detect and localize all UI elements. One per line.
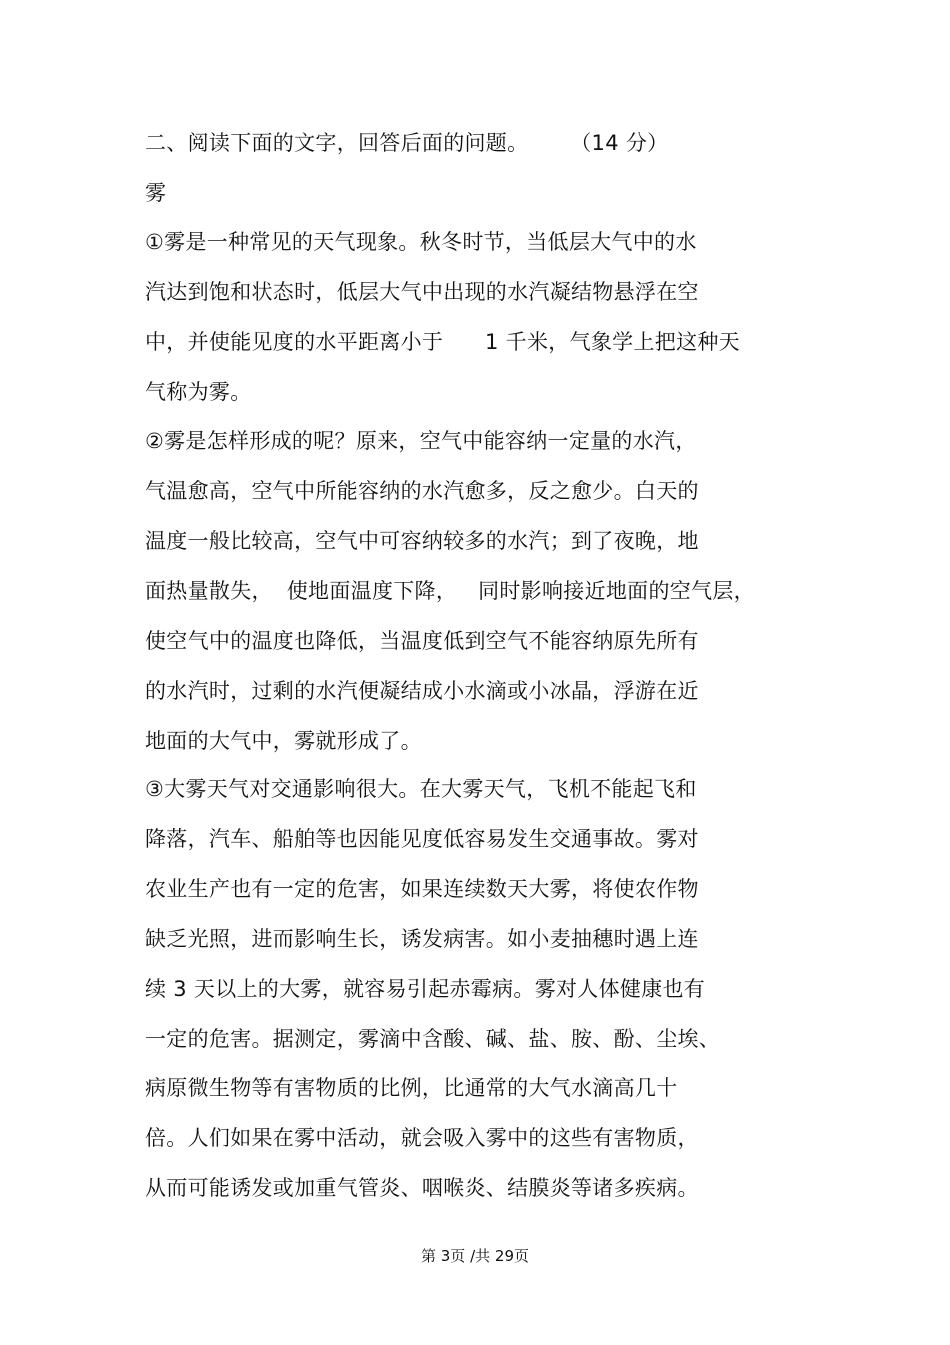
text-line: 地面的大气中，雾就形成了。 <box>145 729 422 753</box>
text-line: 倍。人们如果在雾中活动，就会吸入雾中的这些有害物质， <box>145 1126 699 1150</box>
page-number: 第 3页 /共 29页 <box>421 1247 529 1265</box>
text-line: 续 3 天以上的大雾，就容易引起赤霉病。雾对人体健康也有 <box>145 977 706 1001</box>
text-line: 汽达到饱和状态时，低层大气中出现的水汽凝结物悬浮在空 <box>145 280 699 304</box>
text-line: ③大雾天气对交通影响很大。在大雾天气，飞机不能起飞和 <box>145 777 697 801</box>
text-line: 从而可能诱发或加重气管炎、咽喉炎、结膜炎等诸多疾病。 <box>145 1176 699 1200</box>
text-line: 使空气中的温度也降低，当温度低到空气不能容纳原先所有 <box>145 629 699 653</box>
text-line: 一定的危害。据测定，雾滴中含酸、碱、盐、胺、酚、尘埃、 <box>145 1027 721 1051</box>
text-line: 缺乏光照，进而影响生长，诱发病害。如小麦抽穗时遇上连 <box>145 927 699 951</box>
text-line: 温度一般比较高，空气中可容纳较多的水汽；到了夜晚，地 <box>145 529 699 553</box>
text-line: ②雾是怎样形成的呢？原来，空气中能容纳一定量的水汽， <box>145 429 697 453</box>
text-line: 降落，汽车、船舶等也因能见度低容易发生交通事故。雾对 <box>145 827 699 851</box>
text-line: 中，并使能见度的水平距离小于 1 千米，气象学上把这种天 <box>145 330 740 354</box>
text-line: 农业生产也有一定的危害，如果连续数天大雾，将使农作物 <box>145 877 699 901</box>
text-line: 病原微生物等有害物质的比例，比通常的大气水滴高几十 <box>145 1076 678 1100</box>
text-line: 气称为雾。 <box>145 380 252 404</box>
section-heading: 二、阅读下面的文字，回答后面的问题。 （14 分） <box>145 131 669 155</box>
passage-title: 雾 <box>145 181 167 205</box>
text-line: 面热量散失， 使地面温度下降， 同时影响接近地面的空气层， <box>145 579 755 603</box>
text-line: 的水汽时，过剩的水汽便凝结成小水滴或小冰晶，浮游在近 <box>145 679 699 703</box>
text-line: 气温愈高，空气中所能容纳的水汽愈多，反之愈少。白天的 <box>145 479 699 503</box>
text-line: ①雾是一种常见的天气现象。秋冬时节，当低层大气中的水 <box>145 230 697 254</box>
